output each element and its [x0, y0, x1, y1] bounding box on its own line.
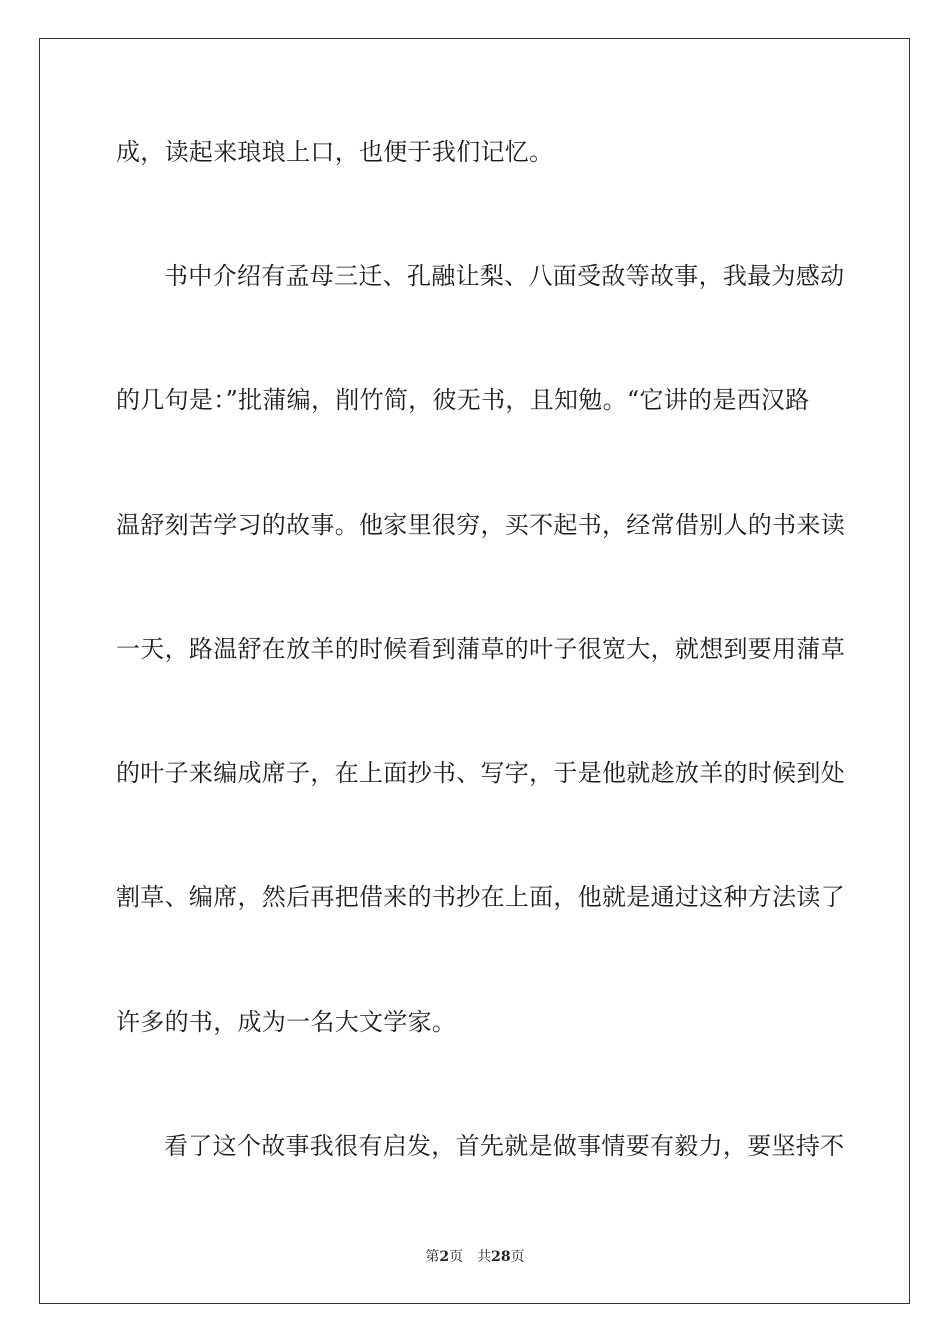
- body-text-line: 的几句是：”批蒲编，削竹简，彼无书，且知勉。“它讲的是西汉路: [116, 386, 810, 414]
- total-pages: 28: [491, 1249, 511, 1265]
- page-suffix: 页: [449, 1249, 464, 1265]
- paragraph-start-line: 书中介绍有孟母三迁、孔融让梨、八面受敌等故事，我最为感动: [164, 262, 845, 290]
- total-suffix: 页: [510, 1249, 525, 1265]
- page-number: 2: [439, 1249, 450, 1265]
- body-text-line: 的叶子来编成席子，在上面抄书、写字，于是他就趁放羊的时候到处: [116, 759, 845, 787]
- paragraph-start-line: 看了这个故事我很有启发，首先就是做事情要有毅力，要坚持不: [164, 1132, 845, 1160]
- page-border: [39, 38, 910, 1304]
- body-text-line: 温舒刻苦学习的故事。他家里很穷，买不起书，经常借别人的书来读: [116, 511, 845, 539]
- page-footer: [0, 1248, 950, 1266]
- total-prefix: 共: [477, 1249, 492, 1265]
- body-text-line: 割草、编席，然后再把借来的书抄在上面，他就是通过这种方法读了: [116, 883, 845, 911]
- page-prefix: 第: [425, 1249, 440, 1265]
- body-text-line: 一天，路温舒在放羊的时候看到蒲草的叶子很宽大，就想到要用蒲草: [116, 635, 845, 663]
- body-text-line: 许多的书，成为一名大文学家。: [116, 1008, 457, 1036]
- body-text-line: 成，读起来琅琅上口，也便于我们记忆。: [116, 138, 554, 166]
